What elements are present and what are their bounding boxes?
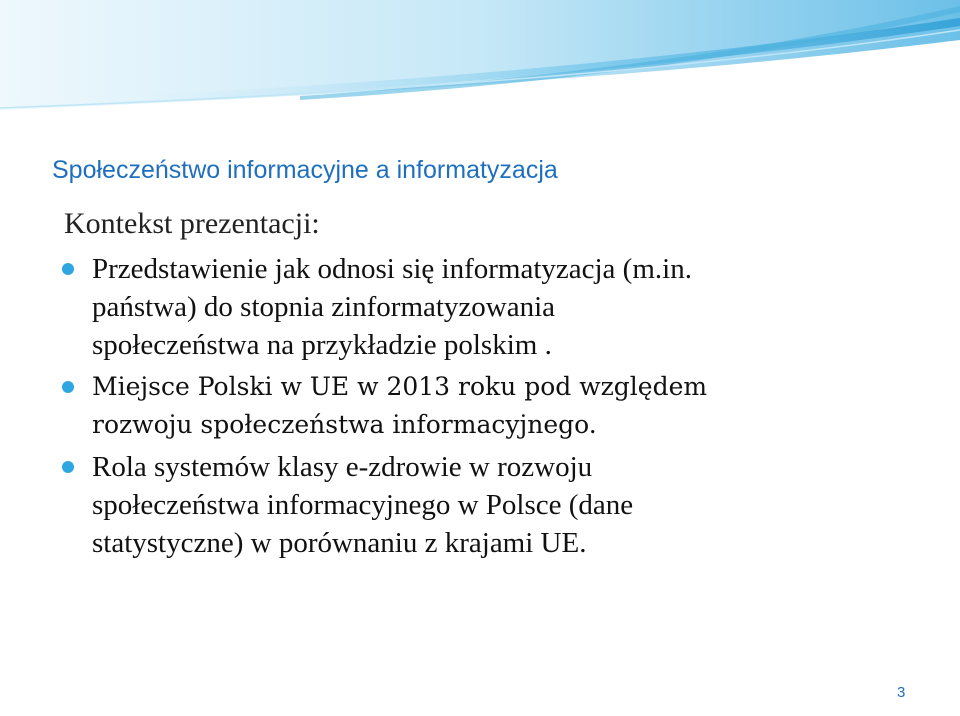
bullet-line: Rola systemów klasy e-zdrowie w rozwoju [92,451,593,483]
bullet-item [56,368,916,444]
circle-bullet-icon [62,381,74,393]
bullet-line: państwa) do stopnia zinformatyzowania [92,291,556,323]
bullet-line: Miejsce Polski w UE w 2013 roku pod względem [92,372,708,401]
context-label: Kontekst prezentacji: [64,207,320,240]
circle-bullet-icon [62,461,74,473]
bullet-list [56,250,916,566]
header-wave-decoration [0,0,960,112]
bullet-line: rozwoju społeczeństwa informacyjnego. [92,410,597,439]
bullet-item [56,250,916,364]
bullet-line: statystyczne) w porównaniu z krajami UE. [92,527,587,559]
bullet-line: społeczeństwa informacyjnego w Polsce (dane [92,489,634,521]
bullet-line: społeczeństwa na przykładzie polskim . [92,329,552,361]
slide-title: Społeczeństwo informacyjne a informatyzacja [52,156,558,184]
bullet-item [56,448,916,562]
circle-bullet-icon [62,263,74,275]
bullet-line: Przedstawienie jak odnosi się informatyzacja (m.in. [92,253,692,285]
page-number: 3 [897,684,906,701]
